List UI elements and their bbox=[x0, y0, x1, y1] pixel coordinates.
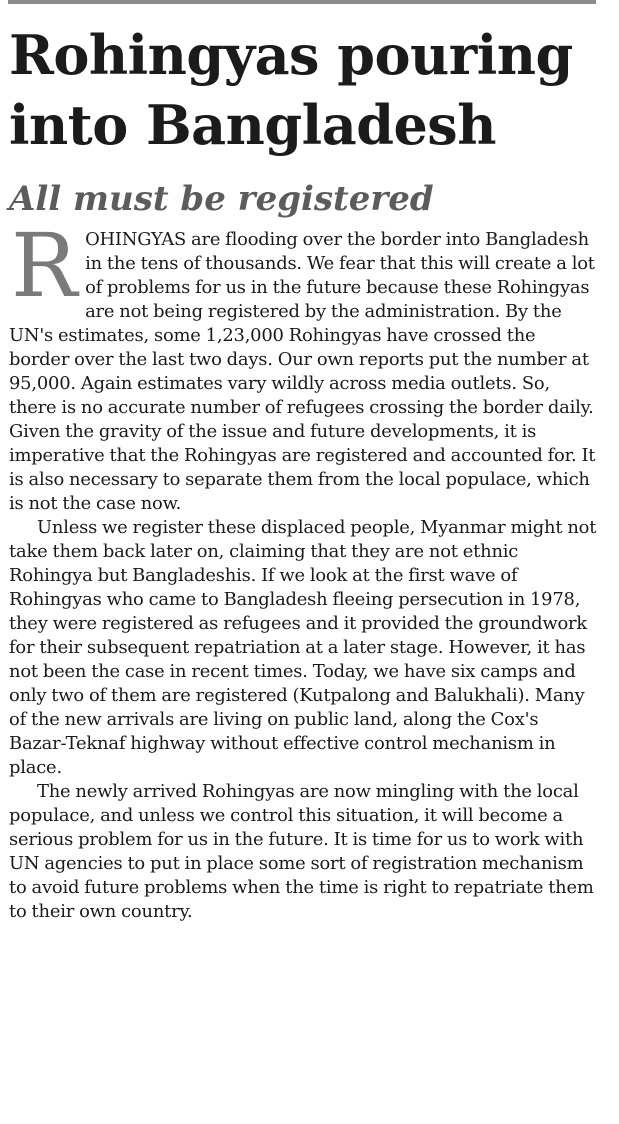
kicker-subheadline: All must be registered bbox=[9, 179, 434, 219]
drop-cap: R bbox=[11, 214, 78, 317]
article-body bbox=[9, 214, 599, 924]
top-rule bbox=[8, 0, 596, 4]
paragraph-3: The newly arrived Rohingyas are now mingling with the local populace, and unless we control this situation, it will become a serious problem for us in the future. It is time for us to work with UN agencies to put in place some sort of registration mechanism to avoid future problems when the time is right to repatriate them to their own country. bbox=[9, 781, 594, 922]
paragraph-1-text: OHINGYAS are flooding over the border into Bangladesh in the tens of thousands. We fear that this will create a lot of problems for us in the future because these Rohingyas are not being registered by the administration. By the UN's estimates, some 1,23,000 Rohingyas have crossed the border over the last two days. Our own reports put the number at 95,000. Again estimates vary wildly across media outlets. So, there is no accurate number of refugees crossing the border daily. Given the gravity of the issue and future developments, it is imperative that the Rohingyas are registered and accounted for. It is also necessary to separate them from the local populace, which is not the case now. bbox=[9, 229, 596, 514]
paragraph-2: Unless we register these displaced people, Myanmar might not take them back later on, claiming that they are not ethnic Rohingya but Bangladeshis. If we look at the first wave of Rohingyas who came to Bangladesh fleeing persecution in 1978, they were registered as refugees and it provided the groundwork for their subsequent repatriation at a later stage. However, it has not been the case in recent times. Today, we have six camps and only two of them are registered (Kutpalong and Balukhali). Many of the new arrivals are living on public land, along the Cox's Bazar-Teknaf highway without effective control mechanism in place. bbox=[9, 517, 597, 778]
paragraph-1 bbox=[9, 214, 599, 516]
headline: Rohingyas pouring into Bangladesh bbox=[9, 23, 573, 157]
